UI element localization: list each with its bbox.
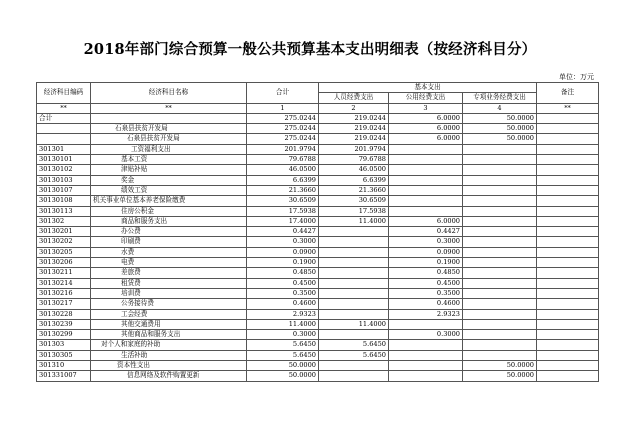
code-cell: 30130205 bbox=[37, 247, 91, 257]
special-cell bbox=[463, 206, 537, 216]
total-cell: 50.0000 bbox=[247, 371, 319, 381]
name-cell: 石泉县扶贫开发局 bbox=[91, 134, 247, 144]
personnel-cell: 11.4000 bbox=[319, 319, 389, 329]
remark-cell bbox=[537, 268, 599, 278]
personnel-cell: 79.6788 bbox=[319, 155, 389, 165]
personnel-cell bbox=[319, 330, 389, 340]
name-cell: 电费 bbox=[91, 258, 247, 268]
code-cell: 30130216 bbox=[37, 288, 91, 298]
special-cell: 50.0000 bbox=[463, 113, 537, 123]
code-cell: 301331007 bbox=[37, 371, 91, 381]
public-cell: 0.0900 bbox=[389, 247, 463, 257]
public-cell bbox=[389, 175, 463, 185]
public-cell bbox=[389, 196, 463, 206]
total-cell: 0.1900 bbox=[247, 258, 319, 268]
table-row bbox=[37, 319, 599, 329]
public-cell bbox=[389, 361, 463, 371]
header-total: 合计 bbox=[247, 83, 319, 104]
total-cell: 275.0244 bbox=[247, 124, 319, 134]
name-cell: 办公费 bbox=[91, 227, 247, 237]
header-special: 专项业务经费支出 bbox=[463, 93, 537, 103]
table-row bbox=[37, 237, 599, 247]
personnel-cell: 6.6399 bbox=[319, 175, 389, 185]
personnel-cell: 30.6509 bbox=[319, 196, 389, 206]
special-cell bbox=[463, 196, 537, 206]
remark-cell bbox=[537, 340, 599, 350]
code-cell: 30130113 bbox=[37, 206, 91, 216]
special-cell bbox=[463, 258, 537, 268]
code-cell: 30130108 bbox=[37, 196, 91, 206]
name-cell: 生活补助 bbox=[91, 350, 247, 360]
remark-cell bbox=[537, 288, 599, 298]
table-row bbox=[37, 278, 599, 288]
personnel-cell: 21.3660 bbox=[319, 185, 389, 195]
table-row bbox=[37, 361, 599, 371]
remark-cell bbox=[537, 165, 599, 175]
total-cell: 2.9323 bbox=[247, 309, 319, 319]
total-cell: 0.0900 bbox=[247, 247, 319, 257]
table-row bbox=[37, 258, 599, 268]
code-cell: 30130102 bbox=[37, 165, 91, 175]
table-row bbox=[37, 268, 599, 278]
code-cell: 30130217 bbox=[37, 299, 91, 309]
table-row bbox=[37, 206, 599, 216]
name-cell: 工资福利支出 bbox=[91, 144, 247, 154]
special-cell bbox=[463, 237, 537, 247]
total-cell: 0.3000 bbox=[247, 330, 319, 340]
special-cell: 50.0000 bbox=[463, 124, 537, 134]
code-cell: 30130239 bbox=[37, 319, 91, 329]
total-cell: 0.4850 bbox=[247, 268, 319, 278]
name-cell: 石泉县扶贫开发局 bbox=[91, 124, 247, 134]
public-cell bbox=[389, 319, 463, 329]
public-cell: 6.0000 bbox=[389, 113, 463, 123]
special-cell bbox=[463, 278, 537, 288]
remark-cell bbox=[537, 175, 599, 185]
table-row bbox=[37, 288, 599, 298]
remark-cell bbox=[537, 361, 599, 371]
table-row bbox=[37, 185, 599, 195]
special-cell bbox=[463, 319, 537, 329]
name-cell: 对个人和家庭的补助 bbox=[91, 340, 247, 350]
special-cell bbox=[463, 247, 537, 257]
index-cell: 1 bbox=[247, 103, 319, 113]
special-cell bbox=[463, 299, 537, 309]
table-row bbox=[37, 247, 599, 257]
header-code: 经济科目编码 bbox=[37, 83, 91, 104]
personnel-cell bbox=[319, 309, 389, 319]
name-cell: 公务接待费 bbox=[91, 299, 247, 309]
total-cell: 21.3660 bbox=[247, 185, 319, 195]
personnel-cell: 219.0244 bbox=[319, 113, 389, 123]
total-cell: 11.4000 bbox=[247, 319, 319, 329]
name-cell: 津贴补贴 bbox=[91, 165, 247, 175]
special-cell: 50.0000 bbox=[463, 134, 537, 144]
personnel-cell: 11.4000 bbox=[319, 216, 389, 226]
special-cell bbox=[463, 330, 537, 340]
public-cell bbox=[389, 155, 463, 165]
index-cell: ** bbox=[537, 103, 599, 113]
personnel-cell bbox=[319, 371, 389, 381]
public-cell bbox=[389, 340, 463, 350]
budget-table bbox=[36, 82, 599, 382]
name-cell: 住房公积金 bbox=[91, 206, 247, 216]
code-cell: 30130214 bbox=[37, 278, 91, 288]
code-cell: 301302 bbox=[37, 216, 91, 226]
public-cell: 6.0000 bbox=[389, 124, 463, 134]
special-cell bbox=[463, 185, 537, 195]
personnel-cell: 219.0244 bbox=[319, 134, 389, 144]
total-cell: 201.9794 bbox=[247, 144, 319, 154]
public-cell: 0.3500 bbox=[389, 288, 463, 298]
remark-cell bbox=[537, 185, 599, 195]
total-cell: 79.6788 bbox=[247, 155, 319, 165]
remark-cell bbox=[537, 278, 599, 288]
total-cell: 275.0244 bbox=[247, 134, 319, 144]
table-row bbox=[37, 350, 599, 360]
remark-cell bbox=[537, 227, 599, 237]
index-cell: 2 bbox=[319, 103, 389, 113]
public-cell bbox=[389, 371, 463, 381]
name-cell: 奖金 bbox=[91, 175, 247, 185]
name-cell: 培训费 bbox=[91, 288, 247, 298]
personnel-cell bbox=[319, 227, 389, 237]
code-cell: 30130107 bbox=[37, 185, 91, 195]
personnel-cell: 5.6450 bbox=[319, 340, 389, 350]
personnel-cell bbox=[319, 299, 389, 309]
special-cell bbox=[463, 144, 537, 154]
total-cell: 17.4000 bbox=[247, 216, 319, 226]
code-cell bbox=[37, 134, 91, 144]
code-cell: 30130228 bbox=[37, 309, 91, 319]
total-cell: 17.5938 bbox=[247, 206, 319, 216]
remark-cell bbox=[537, 258, 599, 268]
name-cell: 工会经费 bbox=[91, 309, 247, 319]
table-row bbox=[37, 216, 599, 226]
code-cell: 30130101 bbox=[37, 155, 91, 165]
remark-cell bbox=[537, 206, 599, 216]
special-cell bbox=[463, 268, 537, 278]
remark-cell bbox=[537, 319, 599, 329]
table-row bbox=[37, 371, 599, 381]
personnel-cell bbox=[319, 268, 389, 278]
name-cell: 水费 bbox=[91, 247, 247, 257]
special-cell bbox=[463, 309, 537, 319]
index-cell: 3 bbox=[389, 103, 463, 113]
remark-cell bbox=[537, 124, 599, 134]
code-cell: 30130211 bbox=[37, 268, 91, 278]
total-cell: 6.6399 bbox=[247, 175, 319, 185]
remark-cell bbox=[537, 371, 599, 381]
personnel-cell bbox=[319, 237, 389, 247]
name-cell: 资本性支出 bbox=[91, 361, 247, 371]
total-cell: 0.4500 bbox=[247, 278, 319, 288]
special-cell: 50.0000 bbox=[463, 371, 537, 381]
special-cell bbox=[463, 216, 537, 226]
public-cell bbox=[389, 206, 463, 216]
public-cell bbox=[389, 350, 463, 360]
name-cell: 信息网络及软件购置更新 bbox=[91, 371, 247, 381]
header-personnel: 人员经费支出 bbox=[319, 93, 389, 103]
public-cell: 0.3000 bbox=[389, 237, 463, 247]
personnel-cell bbox=[319, 278, 389, 288]
table-row bbox=[37, 196, 599, 206]
name-cell: 基本工资 bbox=[91, 155, 247, 165]
total-cell: 30.6509 bbox=[247, 196, 319, 206]
public-cell: 0.1900 bbox=[389, 258, 463, 268]
table-row bbox=[37, 144, 599, 154]
public-cell: 0.4500 bbox=[389, 278, 463, 288]
code-cell: 301303 bbox=[37, 340, 91, 350]
total-cell: 0.3500 bbox=[247, 288, 319, 298]
name-cell: 租赁费 bbox=[91, 278, 247, 288]
public-cell: 0.4600 bbox=[389, 299, 463, 309]
public-cell: 0.4850 bbox=[389, 268, 463, 278]
personnel-cell bbox=[319, 288, 389, 298]
name-cell: 印刷费 bbox=[91, 237, 247, 247]
code-cell: 30130305 bbox=[37, 350, 91, 360]
public-cell bbox=[389, 144, 463, 154]
code-cell: 30130202 bbox=[37, 237, 91, 247]
remark-cell bbox=[537, 144, 599, 154]
header-remark: 备注 bbox=[537, 83, 599, 104]
special-cell bbox=[463, 175, 537, 185]
header-name: 经济科目名称 bbox=[91, 83, 247, 104]
total-cell: 46.0500 bbox=[247, 165, 319, 175]
table-row bbox=[37, 175, 599, 185]
remark-cell bbox=[537, 216, 599, 226]
public-cell: 6.0000 bbox=[389, 134, 463, 144]
name-cell: 商品和服务支出 bbox=[91, 216, 247, 226]
name-cell: 机关事业单位基本养老保险缴费 bbox=[91, 196, 247, 206]
table-row bbox=[37, 155, 599, 165]
code-cell: 30130206 bbox=[37, 258, 91, 268]
remark-cell bbox=[537, 299, 599, 309]
remark-cell bbox=[537, 113, 599, 123]
total-cell: 5.6450 bbox=[247, 340, 319, 350]
special-cell: 50.0000 bbox=[463, 361, 537, 371]
header-row-1 bbox=[37, 83, 599, 93]
table-row bbox=[37, 330, 599, 340]
table-row bbox=[37, 165, 599, 175]
page-title: 2018年部门综合预算一般公共预算基本支出明细表（按经济科目分） bbox=[83, 41, 537, 58]
personnel-cell: 17.5938 bbox=[319, 206, 389, 216]
name-cell: 其他商品和服务支出 bbox=[91, 330, 247, 340]
header-basic: 基本支出 bbox=[319, 83, 537, 93]
total-cell: 50.0000 bbox=[247, 361, 319, 371]
special-cell bbox=[463, 340, 537, 350]
special-cell bbox=[463, 288, 537, 298]
personnel-cell bbox=[319, 258, 389, 268]
remark-cell bbox=[537, 155, 599, 165]
remark-cell bbox=[537, 134, 599, 144]
total-cell: 275.0244 bbox=[247, 113, 319, 123]
personnel-cell: 219.0244 bbox=[319, 124, 389, 134]
table-row bbox=[37, 124, 599, 134]
table-row bbox=[37, 134, 599, 144]
public-cell bbox=[389, 185, 463, 195]
code-cell: 30130103 bbox=[37, 175, 91, 185]
remark-cell bbox=[537, 247, 599, 257]
special-cell bbox=[463, 155, 537, 165]
table-row bbox=[37, 299, 599, 309]
remark-cell bbox=[537, 350, 599, 360]
special-cell bbox=[463, 227, 537, 237]
personnel-cell: 46.0500 bbox=[319, 165, 389, 175]
index-cell: ** bbox=[37, 103, 91, 113]
name-cell: 差旅费 bbox=[91, 268, 247, 278]
code-cell: 30130201 bbox=[37, 227, 91, 237]
special-cell bbox=[463, 165, 537, 175]
public-cell: 2.9323 bbox=[389, 309, 463, 319]
public-cell: 0.4427 bbox=[389, 227, 463, 237]
public-cell bbox=[389, 165, 463, 175]
unit-label: 单位：万元 bbox=[559, 73, 594, 81]
name-cell: 其他交通费用 bbox=[91, 319, 247, 329]
public-cell: 0.3000 bbox=[389, 330, 463, 340]
table-row bbox=[37, 340, 599, 350]
personnel-cell bbox=[319, 247, 389, 257]
code-cell: 301310 bbox=[37, 361, 91, 371]
index-row bbox=[37, 103, 599, 113]
remark-cell bbox=[537, 309, 599, 319]
remark-cell bbox=[537, 196, 599, 206]
name-cell: 绩效工资 bbox=[91, 185, 247, 195]
total-cell: 0.3000 bbox=[247, 237, 319, 247]
index-cell: 4 bbox=[463, 103, 537, 113]
personnel-cell: 201.9794 bbox=[319, 144, 389, 154]
table-row bbox=[37, 113, 599, 123]
name-cell bbox=[91, 113, 247, 123]
code-cell: 301301 bbox=[37, 144, 91, 154]
special-cell bbox=[463, 350, 537, 360]
code-cell: 30130299 bbox=[37, 330, 91, 340]
remark-cell bbox=[537, 330, 599, 340]
remark-cell bbox=[537, 237, 599, 247]
table-row bbox=[37, 227, 599, 237]
header-public: 公用经费支出 bbox=[389, 93, 463, 103]
personnel-cell: 5.6450 bbox=[319, 350, 389, 360]
total-cell: 5.6450 bbox=[247, 350, 319, 360]
total-cell: 0.4600 bbox=[247, 299, 319, 309]
index-cell: ** bbox=[91, 103, 247, 113]
code-cell: 合计 bbox=[37, 113, 91, 123]
personnel-cell bbox=[319, 361, 389, 371]
total-cell: 0.4427 bbox=[247, 227, 319, 237]
code-cell bbox=[37, 124, 91, 134]
table-row bbox=[37, 309, 599, 319]
public-cell: 6.0000 bbox=[389, 216, 463, 226]
